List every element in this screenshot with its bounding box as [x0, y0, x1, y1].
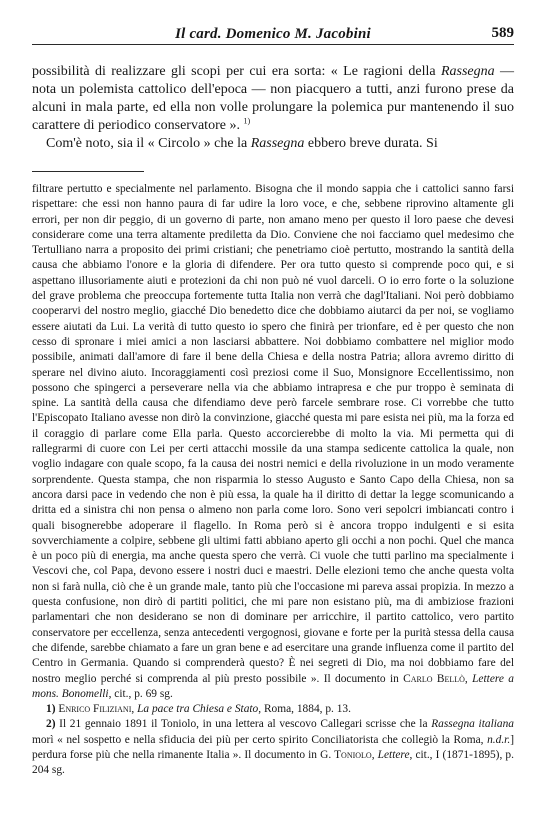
periodical-title: Rassegna [440, 64, 495, 79]
cited-title: La pace tra Chiesa e Stato [137, 703, 259, 716]
paragraph-text: ebbero breve durata. Si [304, 136, 438, 151]
footnote-reference: 1) [243, 116, 251, 126]
editorial-note: n.d.r. [487, 733, 511, 746]
running-title: Il card. Domenico M. Jacobini [175, 26, 371, 42]
periodical-title: Rassegna [250, 136, 305, 151]
footnote-number: 1) [46, 703, 56, 716]
citation-end: , cit., p. 69 sg. [108, 687, 173, 700]
footnote-1 [32, 702, 514, 717]
paragraph-text: — nota un polemista cattolico dell'epoca — non piacquero a tutti, anzi furono prese da alcuni in mala parte, ed ella non volle prolungare la polemica pur mantenendo il suo carattere di periodico conservatore ». [32, 64, 515, 133]
main-text [32, 63, 514, 153]
periodical-title: Rassegna italiana [431, 718, 514, 731]
footnote-separator [32, 171, 144, 172]
cited-title: Lettere a mons. Bonomelli [32, 672, 514, 700]
cited-title: Lettere [377, 748, 410, 761]
footnote-2 [32, 717, 514, 778]
footnote-text: morì « nel sospetto e nella sfiducia dei più per certo spirito Conciliatorista che collegiò la Roma, [32, 733, 488, 746]
paragraph [32, 63, 514, 135]
page-number: 589 [491, 25, 514, 41]
footnote-text: Il 21 gennaio 1891 il Toniolo, in una lettera al vescovo Callegari scrisse che la [55, 718, 432, 731]
footnotes [32, 182, 514, 779]
paragraph [32, 135, 514, 153]
citation-end: , cit., I (1871-1895), p. 204 sg. [32, 748, 514, 777]
citation-end: , Roma, 1884, p. 13. [258, 703, 351, 716]
paragraph-text: Com'è noto, sia il « Circolo » che la [46, 136, 251, 151]
cited-author: G. Toniolo [320, 748, 372, 761]
paragraph-text: possibilità di realizzare gli scopi per cui era sorta: « Le ragioni della [32, 64, 441, 79]
footnote-text: ] perdura forse più che nella rimanente Italia ». Il documento in [32, 733, 514, 761]
cited-author: Enrico Filiziani [58, 703, 132, 716]
citation-separator: , [464, 672, 473, 685]
footnote-number: 2) [46, 718, 56, 731]
footnote-continuation [32, 182, 514, 702]
citation-separator: , [371, 748, 378, 761]
footnote-text: filtrare pertutto e specialmente nel parlamento. Bisogna che il mondo sappia che i cattolici sanno farsi rispettare: che essi non hanno paura di far udire la loro voce, e che, sebbene riprovino altamente gli errori, per non dir peggio, di un governo di parte, non amano meno per questo il loro paese che devesi considerare come una terra altamente prediletta da Dio. Conviene che noi facciamo quel medesimo che Tertulliano narra a proposito dei primi cristiani; che penetriamo cioè pertutto, mostrando la santità della causa che abbiamo l'onore e la gloria di difendere. Per ora tutto questo si comprende poco qui, e si aspettano illusoriamente aiuti e protezioni da chi non può né vuol darceli. O io erro forte o la soluzione del grave problema che preoccupa fortemente tutta Italia non verrà che dagl'Italiani. Noi però dobbiamo cooperarvi del nostro meglio, giacché Dio benedetto dice che dobbiamo aiutarci da per noi, se vogliamo essere aiutati da Lui. La verità di tutto questo io spero che finirà per trionfare, ed è per questo che non cesso di spronare i miei amici a non lasciarsi abbattere. Noi dobbiamo combattere nel miglior modo possibile, animati dall'amore di fare il bene della Chiesa e della nostra Patria; allora avremo diritto di sperare nel divino aiuto. Incoraggiamenti così preziosi come il Suo, Monsignore Eccellentissimo, non possono che spingerci a perseverare nella via che abbiamo intrapresa e che pur troppo è seminata di spine. La santità della causa che difendiamo deve però farcele sembrare rose. Ci vorrebbe che tutto l'Episcopato Italiano avesse non dirò la convinzione, giacché questa mi pare esista nei più, ma la forza ed il coraggio di parlare come Ella parla. Questo accorcierebbe di molto la via. Mi permetta qui di rallegrarmi di cuore con Lei per certi attacchi mossile da una stampa sedicente cattolica la quale, non voglio indagare con quale scopo, fa la causa dei nostri nemici e della rivoluzione in un modo veramente sorprendente. Questa stampa, che non risparmia lo stesso Augusto e Santo Capo della Chiesa, non sa ancora darsi pace in vedendo che non è più essa, la quale ha il diritto di dettar la legge scomunicando a dritta ed a sinistra chi non pensa o almeno non parla come loro. Sono veri sepolcri imbiancati contro i quali bisognerebbe adoperare il flagello. In Roma però si è ancora troppo indulgenti e si esita sovverchiamente a colpire, sebbene gli ultimi fatti abbiano aperto gli occhi a non pochi. Quel che manca è un poco più di energia, ma anche questa spero che verrà. Ci vuole che tutti parlino ma specialmente i Vescovi che, col Papa, devono essere i nostri duci e maestri. Delle elezioni temo che anche questa volta non si farà nulla, ciò che è un grande male, tanto più che l'occasione mi pareva assai propizia. In mezzo a questa confusione, non dirò di partiti politici, che mi pare non esistano più, ma di ambiziose frazioni parlamentari che non desiderano se non di dominare per arricchire, il partito cattolico, vero partito conservatore per eccellenza, senza antecedenti vergognosi, giovane e forte per la purità stessa della causa che difende, sarebbe chiamato a fare un gran bene e ad esercitare una grande influenza come il partito del Centro in Germania. Quando si comprenderà questo? È nei segreti di Dio, ma noi dobbiamo fare del nostro meglio perché si comprenda al più presto possibile ». Il documento in [32, 183, 514, 685]
page-header [32, 0, 514, 45]
cited-author: Carlo Bellò [403, 672, 465, 685]
citation-separator: , [131, 703, 138, 716]
